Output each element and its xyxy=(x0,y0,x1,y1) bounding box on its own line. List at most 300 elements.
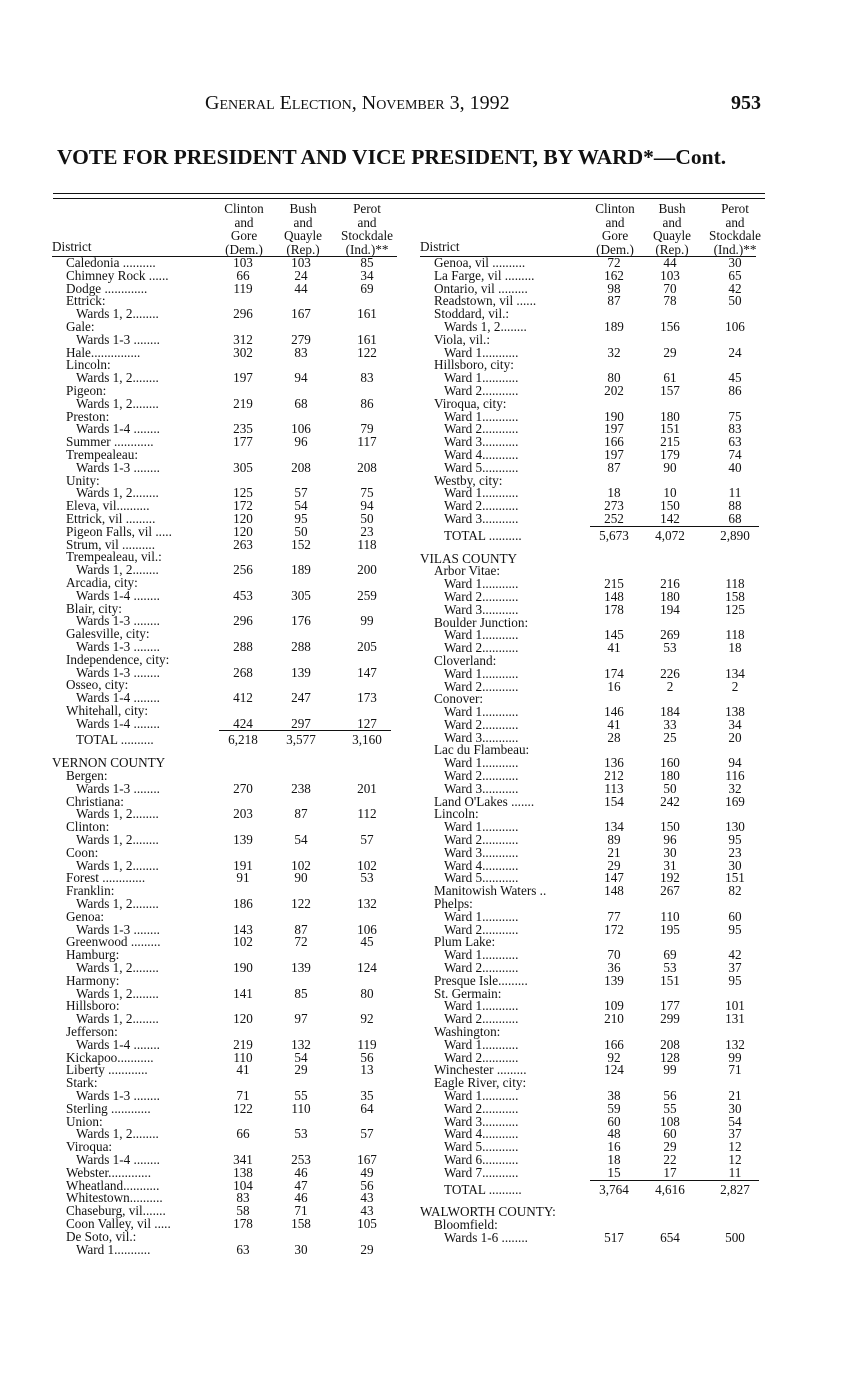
bush-votes: 44 xyxy=(663,255,677,270)
district-name: Ward 1........... xyxy=(444,627,519,643)
perot-votes: 167 xyxy=(357,1151,377,1167)
perot-votes: 82 xyxy=(728,883,742,899)
district-name: Dodge ............. xyxy=(66,280,148,296)
district-name: Ward 3........... xyxy=(444,510,519,526)
bush-votes: 132 xyxy=(291,1036,311,1052)
district-name: Wards 1-3 ........ xyxy=(76,459,160,475)
perot-votes: 23 xyxy=(728,844,742,860)
perot-votes: 57 xyxy=(360,832,374,848)
district-name: Ward 3........... xyxy=(444,729,519,745)
table-row xyxy=(52,1064,397,1077)
perot-votes: 11 xyxy=(728,485,742,501)
clinton-header: Clinton and Gore (Dem.) xyxy=(224,201,264,257)
bush-votes: 46 xyxy=(294,1190,308,1206)
district-name: VILAS COUNTY xyxy=(420,550,518,566)
bush-votes: 22 xyxy=(663,1151,677,1167)
district-name: Ward 4........... xyxy=(444,1126,519,1142)
district-name: Ward 1........... xyxy=(444,408,519,424)
clinton-votes: 120 xyxy=(233,510,253,526)
district-name: Arcadia, city: xyxy=(66,574,138,590)
district-name: Ward 2........... xyxy=(444,768,519,784)
district-name: De Soto, vil.: xyxy=(66,1228,137,1244)
bush-votes: 180 xyxy=(660,588,680,604)
district-name: Chaseburg, vil....... xyxy=(66,1203,166,1219)
district-name: Phelps: xyxy=(434,896,473,912)
bush-votes: 208 xyxy=(660,1036,680,1052)
bush-votes: 267 xyxy=(660,883,680,899)
clinton-votes: 139 xyxy=(604,972,624,988)
clinton-votes: 146 xyxy=(604,704,624,720)
bush-votes: 305 xyxy=(291,587,311,603)
bush-votes: 226 xyxy=(660,665,680,681)
district-name: Eagle River, city: xyxy=(434,1075,527,1091)
perot-votes: 56 xyxy=(360,1177,374,1193)
district-name: Manitowish Waters .. xyxy=(434,883,547,899)
clinton-votes: 191 xyxy=(233,857,253,873)
district-name: Pigeon: xyxy=(66,382,107,398)
perot-votes: 208 xyxy=(357,459,377,475)
perot-votes: 12 xyxy=(728,1139,742,1155)
perot-votes: 138 xyxy=(725,704,745,720)
clinton-votes: 302 xyxy=(233,344,253,360)
bush-votes: 60 xyxy=(663,1126,677,1142)
bush-votes: 167 xyxy=(291,306,311,322)
district-name: Wards 1-4 ........ xyxy=(76,421,160,437)
bush-votes: 55 xyxy=(663,1100,677,1116)
left-table-header xyxy=(52,202,397,257)
bush-votes: 97 xyxy=(294,1011,308,1027)
district-name: Eleva, vil.......... xyxy=(66,498,150,514)
district-name: TOTAL .......... xyxy=(444,527,522,543)
district-name: Wards 1, 2........ xyxy=(76,1011,159,1027)
perot-votes: 95 xyxy=(728,921,742,937)
clinton-votes: 6,218 xyxy=(228,732,258,748)
clinton-votes: 148 xyxy=(604,883,624,899)
bush-votes: 139 xyxy=(291,960,311,976)
perot-header: Perot and Stockdale (Ind.)** xyxy=(708,201,761,257)
district-name: Ward 1........... xyxy=(444,1088,519,1103)
bush-votes: 184 xyxy=(660,704,680,720)
perot-votes: 45 xyxy=(728,370,742,386)
running-head xyxy=(0,92,859,118)
bush-votes: 53 xyxy=(663,960,677,976)
perot-votes: 134 xyxy=(725,665,745,681)
district-name: Ward 1........... xyxy=(444,998,519,1014)
bush-votes: 654 xyxy=(660,1229,680,1245)
district-name: Wards 1, 2........ xyxy=(444,318,527,334)
clinton-votes: 203 xyxy=(233,806,253,822)
district-name: Wards 1-4 ........ xyxy=(76,1151,160,1167)
district-name: Ward 1........... xyxy=(444,665,519,681)
perot-votes: 158 xyxy=(725,588,745,604)
clinton-votes: 92 xyxy=(607,1049,621,1065)
bush-votes: 94 xyxy=(294,370,308,386)
district-name: Ward 3........... xyxy=(444,1113,519,1129)
district-name: Wards 1, 2........ xyxy=(76,857,159,873)
clinton-votes: 178 xyxy=(233,1215,253,1231)
perot-votes: 161 xyxy=(357,306,377,322)
bush-votes: 103 xyxy=(291,255,311,270)
district-name: Sterling ............ xyxy=(66,1100,151,1116)
perot-votes: 71 xyxy=(728,1062,742,1078)
perot-votes: 37 xyxy=(728,1126,742,1142)
district-name: Ward 3........... xyxy=(444,780,519,796)
district-name: Presque Isle......... xyxy=(434,972,528,988)
district-name: Ward 2........... xyxy=(444,498,519,514)
district-name: Whitehall, city: xyxy=(66,702,149,718)
bush-votes: 179 xyxy=(660,446,680,462)
clinton-votes: 341 xyxy=(233,1151,253,1167)
bush-votes: 54 xyxy=(294,1049,308,1065)
perot-votes: 132 xyxy=(357,896,377,912)
district-name: Ward 6........... xyxy=(444,1151,519,1167)
district-name: Westby, city: xyxy=(434,472,503,488)
district-name: Jefferson: xyxy=(66,1024,118,1040)
bush-votes: 56 xyxy=(663,1088,677,1103)
bush-votes: 4,072 xyxy=(655,527,685,543)
district-name: Wards 1, 2........ xyxy=(76,1126,159,1142)
district-name: WALWORTH COUNTY: xyxy=(420,1204,556,1220)
perot-votes: 151 xyxy=(725,870,745,886)
bush-votes: 33 xyxy=(663,716,677,732)
clinton-votes: 109 xyxy=(604,998,624,1014)
perot-votes: 63 xyxy=(728,434,742,450)
clinton-votes: 41 xyxy=(236,1062,250,1078)
clinton-votes: 235 xyxy=(233,421,253,437)
district-name: Ward 5........... xyxy=(444,870,519,886)
bush-votes: 238 xyxy=(291,780,311,796)
clinton-votes: 113 xyxy=(604,780,624,796)
bush-votes: 158 xyxy=(291,1215,311,1231)
perot-votes: 32 xyxy=(728,780,742,796)
district-name: Galesville, city: xyxy=(66,626,150,642)
clinton-votes: 102 xyxy=(233,934,253,950)
perot-votes: 99 xyxy=(728,1049,742,1065)
perot-votes: 53 xyxy=(360,870,374,886)
clinton-votes: 166 xyxy=(604,434,624,450)
clinton-votes: 16 xyxy=(607,678,621,694)
perot-votes: 50 xyxy=(728,293,742,309)
district-name: Bergen: xyxy=(66,768,108,784)
district-name: Arbor Vitae: xyxy=(434,563,500,579)
district-name: Greenwood ......... xyxy=(66,934,161,950)
clinton-votes: 89 xyxy=(607,832,621,848)
district-name: Ward 1........... xyxy=(444,485,519,501)
perot-votes: 74 xyxy=(728,446,742,462)
clinton-votes: 48 xyxy=(607,1126,621,1142)
perot-votes: 127 xyxy=(357,715,377,731)
bush-votes: 156 xyxy=(660,318,680,334)
right-table-header xyxy=(420,201,761,257)
left-table xyxy=(52,202,397,1256)
clinton-votes: 305 xyxy=(233,459,253,475)
bush-votes: 24 xyxy=(294,267,308,283)
bush-votes: 247 xyxy=(291,690,311,706)
district-name: Washington: xyxy=(434,1024,501,1040)
perot-votes: 30 xyxy=(728,1100,742,1116)
perot-votes: 117 xyxy=(357,434,377,450)
perot-votes: 80 xyxy=(360,985,374,1001)
district-name: Chimney Rock ...... xyxy=(66,267,169,283)
bush-votes: 269 xyxy=(660,627,680,643)
district-name: Wards 1, 2........ xyxy=(76,960,159,976)
clinton-votes: 219 xyxy=(233,1036,253,1052)
table-row xyxy=(52,1100,397,1116)
perot-votes: 30 xyxy=(728,255,742,270)
table-row xyxy=(52,715,397,731)
perot-votes: 106 xyxy=(357,921,377,937)
district-name: Christiana: xyxy=(66,793,124,809)
district-name: Bloomfield: xyxy=(434,1217,498,1233)
total-row xyxy=(420,527,759,543)
district-name: Ettrick: xyxy=(66,293,106,309)
district-name: Ward 1........... xyxy=(444,819,519,835)
district-name: Readstown, vil ...... xyxy=(434,293,537,309)
table-row xyxy=(52,308,397,321)
bush-votes: 3,577 xyxy=(286,732,316,748)
total-rule xyxy=(590,526,759,527)
bush-votes: 95 xyxy=(294,510,308,526)
clinton-votes: 58 xyxy=(236,1203,250,1219)
bush-votes: 108 xyxy=(660,1113,680,1129)
district-name: Wards 1, 2........ xyxy=(76,306,159,322)
perot-votes: 68 xyxy=(728,510,742,526)
bush-votes: 53 xyxy=(663,640,677,656)
bush-votes: 177 xyxy=(660,998,680,1014)
bush-votes: 189 xyxy=(291,562,311,578)
clinton-votes: 215 xyxy=(604,576,624,592)
bush-votes: 160 xyxy=(660,755,680,771)
district-name: Conover: xyxy=(434,691,484,707)
district-name: Independence, city: xyxy=(66,651,170,667)
clinton-votes: 21 xyxy=(607,844,621,860)
district-name: Genoa: xyxy=(66,908,105,924)
clinton-votes: 424 xyxy=(233,715,253,731)
district-name: Ward 1........... xyxy=(444,947,519,963)
bush-votes: 142 xyxy=(660,510,680,526)
district-name: VERNON COUNTY xyxy=(52,755,166,771)
bush-votes: 216 xyxy=(660,576,680,592)
perot-votes: 30 xyxy=(728,857,742,873)
perot-votes: 105 xyxy=(357,1215,377,1231)
bush-votes: 61 xyxy=(663,370,677,386)
district-name: Ward 2........... xyxy=(444,1011,519,1027)
clinton-votes: 143 xyxy=(233,921,253,937)
bush-votes: 25 xyxy=(663,729,677,745)
bush-votes: 299 xyxy=(660,1011,680,1027)
bush-votes: 192 xyxy=(660,870,680,886)
clinton-votes: 125 xyxy=(233,485,253,501)
bush-votes: 139 xyxy=(291,664,311,680)
clinton-votes: 104 xyxy=(233,1177,253,1193)
district-name: Wards 1, 2........ xyxy=(76,562,159,578)
district-name: Ward 1........... xyxy=(444,704,519,720)
district-name: Ward 2........... xyxy=(444,960,519,976)
district-name: Hillsboro, city: xyxy=(434,357,514,373)
bush-votes: 44 xyxy=(294,280,308,296)
perot-votes: 118 xyxy=(725,576,745,592)
total-rule xyxy=(219,730,391,731)
clinton-votes: 91 xyxy=(236,870,250,886)
perot-votes: 42 xyxy=(728,947,742,963)
district-name: Unity: xyxy=(66,472,100,488)
perot-votes: 125 xyxy=(725,601,745,617)
perot-votes: 106 xyxy=(725,318,745,334)
district-name: Summer ............ xyxy=(66,434,154,450)
bush-votes: 122 xyxy=(291,896,311,912)
bush-votes: 54 xyxy=(294,832,308,848)
perot-votes: 43 xyxy=(360,1203,374,1219)
perot-votes: 69 xyxy=(360,280,374,296)
district-name: Genoa, vil .......... xyxy=(434,255,526,270)
bush-votes: 29 xyxy=(663,1139,677,1155)
district-name: Osseo, city: xyxy=(66,677,129,693)
bush-votes: 96 xyxy=(294,434,308,450)
perot-votes: 85 xyxy=(360,255,374,270)
perot-votes: 35 xyxy=(360,1088,374,1103)
district-name: Ward 4........... xyxy=(444,857,519,873)
bush-header: Bush and Quayle (Rep.) xyxy=(652,201,692,257)
district-name: TOTAL .......... xyxy=(444,1181,522,1197)
perot-votes: 79 xyxy=(360,421,374,437)
bush-votes: 50 xyxy=(294,523,308,539)
bush-votes: 87 xyxy=(294,806,308,822)
perot-votes: 86 xyxy=(728,382,742,398)
district-name: Ward 2........... xyxy=(444,832,519,848)
district-name: Wards 1-3 ........ xyxy=(76,664,160,680)
district-name: Whitestown.......... xyxy=(66,1190,163,1206)
bush-votes: 103 xyxy=(660,267,680,283)
bush-votes: 54 xyxy=(294,498,308,514)
bush-votes: 288 xyxy=(291,638,311,654)
clinton-votes: 41 xyxy=(607,716,621,732)
perot-votes: 94 xyxy=(728,755,742,771)
clinton-votes: 87 xyxy=(607,459,621,475)
district-name: Harmony: xyxy=(66,972,120,988)
clinton-votes: 288 xyxy=(233,638,253,654)
bush-votes: 157 xyxy=(660,382,680,398)
bush-votes: 68 xyxy=(294,395,308,411)
district-name: Trempealeau, vil.: xyxy=(66,549,162,565)
district-name: Winchester ......... xyxy=(434,1062,527,1078)
bush-votes: 55 xyxy=(294,1088,308,1103)
table-row xyxy=(52,459,397,475)
bush-votes: 78 xyxy=(663,293,677,309)
perot-votes: 94 xyxy=(360,498,374,514)
district-name: Forest ............. xyxy=(66,870,146,886)
clinton-votes: 134 xyxy=(604,819,624,835)
district-name: Coon Valley, vil ..... xyxy=(66,1215,171,1231)
clinton-votes: 141 xyxy=(233,985,253,1001)
district-name: Ward 1........... xyxy=(76,1241,151,1257)
clinton-votes: 270 xyxy=(233,780,253,796)
clinton-votes: 312 xyxy=(233,331,253,347)
clinton-votes: 162 xyxy=(604,267,624,283)
bush-votes: 99 xyxy=(663,1062,677,1078)
perot-votes: 13 xyxy=(360,1062,374,1078)
double-rule xyxy=(53,193,765,199)
district-name: Ward 1........... xyxy=(444,1036,519,1052)
clinton-votes: 41 xyxy=(607,640,621,656)
district-name: Blair, city: xyxy=(66,600,122,616)
bush-votes: 4,616 xyxy=(655,1181,685,1197)
bush-votes: 180 xyxy=(660,768,680,784)
clinton-votes: 190 xyxy=(604,408,624,424)
district-name: Wards 1-4 ........ xyxy=(76,715,160,731)
perot-votes: 112 xyxy=(357,806,377,822)
clinton-votes: 139 xyxy=(233,832,253,848)
clinton-votes: 60 xyxy=(607,1113,621,1129)
district-name: Wards 1, 2........ xyxy=(76,485,159,501)
perot-votes: 116 xyxy=(725,768,745,784)
perot-votes: 57 xyxy=(360,1126,374,1142)
district-name: Stoddard, vil.: xyxy=(434,306,510,322)
perot-votes: 34 xyxy=(728,716,742,732)
clinton-votes: 166 xyxy=(604,1036,624,1052)
perot-votes: 2,890 xyxy=(720,527,750,543)
bush-votes: 253 xyxy=(291,1151,311,1167)
table-row xyxy=(420,1164,759,1180)
clinton-votes: 103 xyxy=(233,255,253,270)
district-name: Ward 1........... xyxy=(444,755,519,771)
clinton-votes: 28 xyxy=(607,729,621,745)
clinton-votes: 120 xyxy=(233,1011,253,1027)
clinton-votes: 72 xyxy=(607,255,621,270)
perot-votes: 23 xyxy=(360,523,374,539)
bush-votes: 96 xyxy=(663,832,677,848)
district-name: Ward 2........... xyxy=(444,716,519,732)
clinton-votes: 197 xyxy=(604,446,624,462)
district-name: Ward 1........... xyxy=(444,370,519,386)
district-name: Wards 1-6 ........ xyxy=(444,1229,528,1245)
district-name: Lac du Flambeau: xyxy=(434,742,530,758)
perot-votes: 122 xyxy=(357,344,377,360)
district-name: Ward 7........... xyxy=(444,1164,519,1180)
bush-votes: 152 xyxy=(291,536,311,552)
district-name: Land O'Lakes ....... xyxy=(434,793,535,809)
district-name: Ward 2........... xyxy=(444,921,519,937)
bush-votes: 83 xyxy=(294,344,308,360)
bush-votes: 194 xyxy=(660,601,680,617)
district-name: Hillsboro: xyxy=(66,998,120,1014)
clinton-votes: 256 xyxy=(233,562,253,578)
clinton-votes: 212 xyxy=(604,768,624,784)
table-row xyxy=(420,510,759,526)
perot-votes: 2 xyxy=(731,678,739,694)
total-rule xyxy=(590,1180,759,1181)
clinton-votes: 172 xyxy=(233,498,253,514)
district-name: Ettrick, vil ......... xyxy=(66,510,156,526)
clinton-votes: 122 xyxy=(233,1100,253,1116)
bush-votes: 29 xyxy=(663,344,677,360)
perot-votes: 88 xyxy=(728,498,742,514)
perot-votes: 124 xyxy=(357,960,377,976)
bush-votes: 70 xyxy=(663,280,677,296)
district-name: Wards 1-3 ........ xyxy=(76,921,160,937)
perot-votes: 200 xyxy=(357,562,377,578)
clinton-votes: 98 xyxy=(607,280,621,296)
bush-votes: 10 xyxy=(663,485,677,501)
perot-votes: 95 xyxy=(728,832,742,848)
bush-votes: 2 xyxy=(666,678,674,694)
district-name: Caledonia .......... xyxy=(66,255,156,270)
table-row xyxy=(420,1229,759,1245)
district-name: Viroqua: xyxy=(66,1139,113,1155)
bush-votes: 47 xyxy=(294,1177,308,1193)
district-name: Franklin: xyxy=(66,883,115,899)
bush-votes: 208 xyxy=(291,459,311,475)
clinton-votes: 66 xyxy=(236,1126,250,1142)
